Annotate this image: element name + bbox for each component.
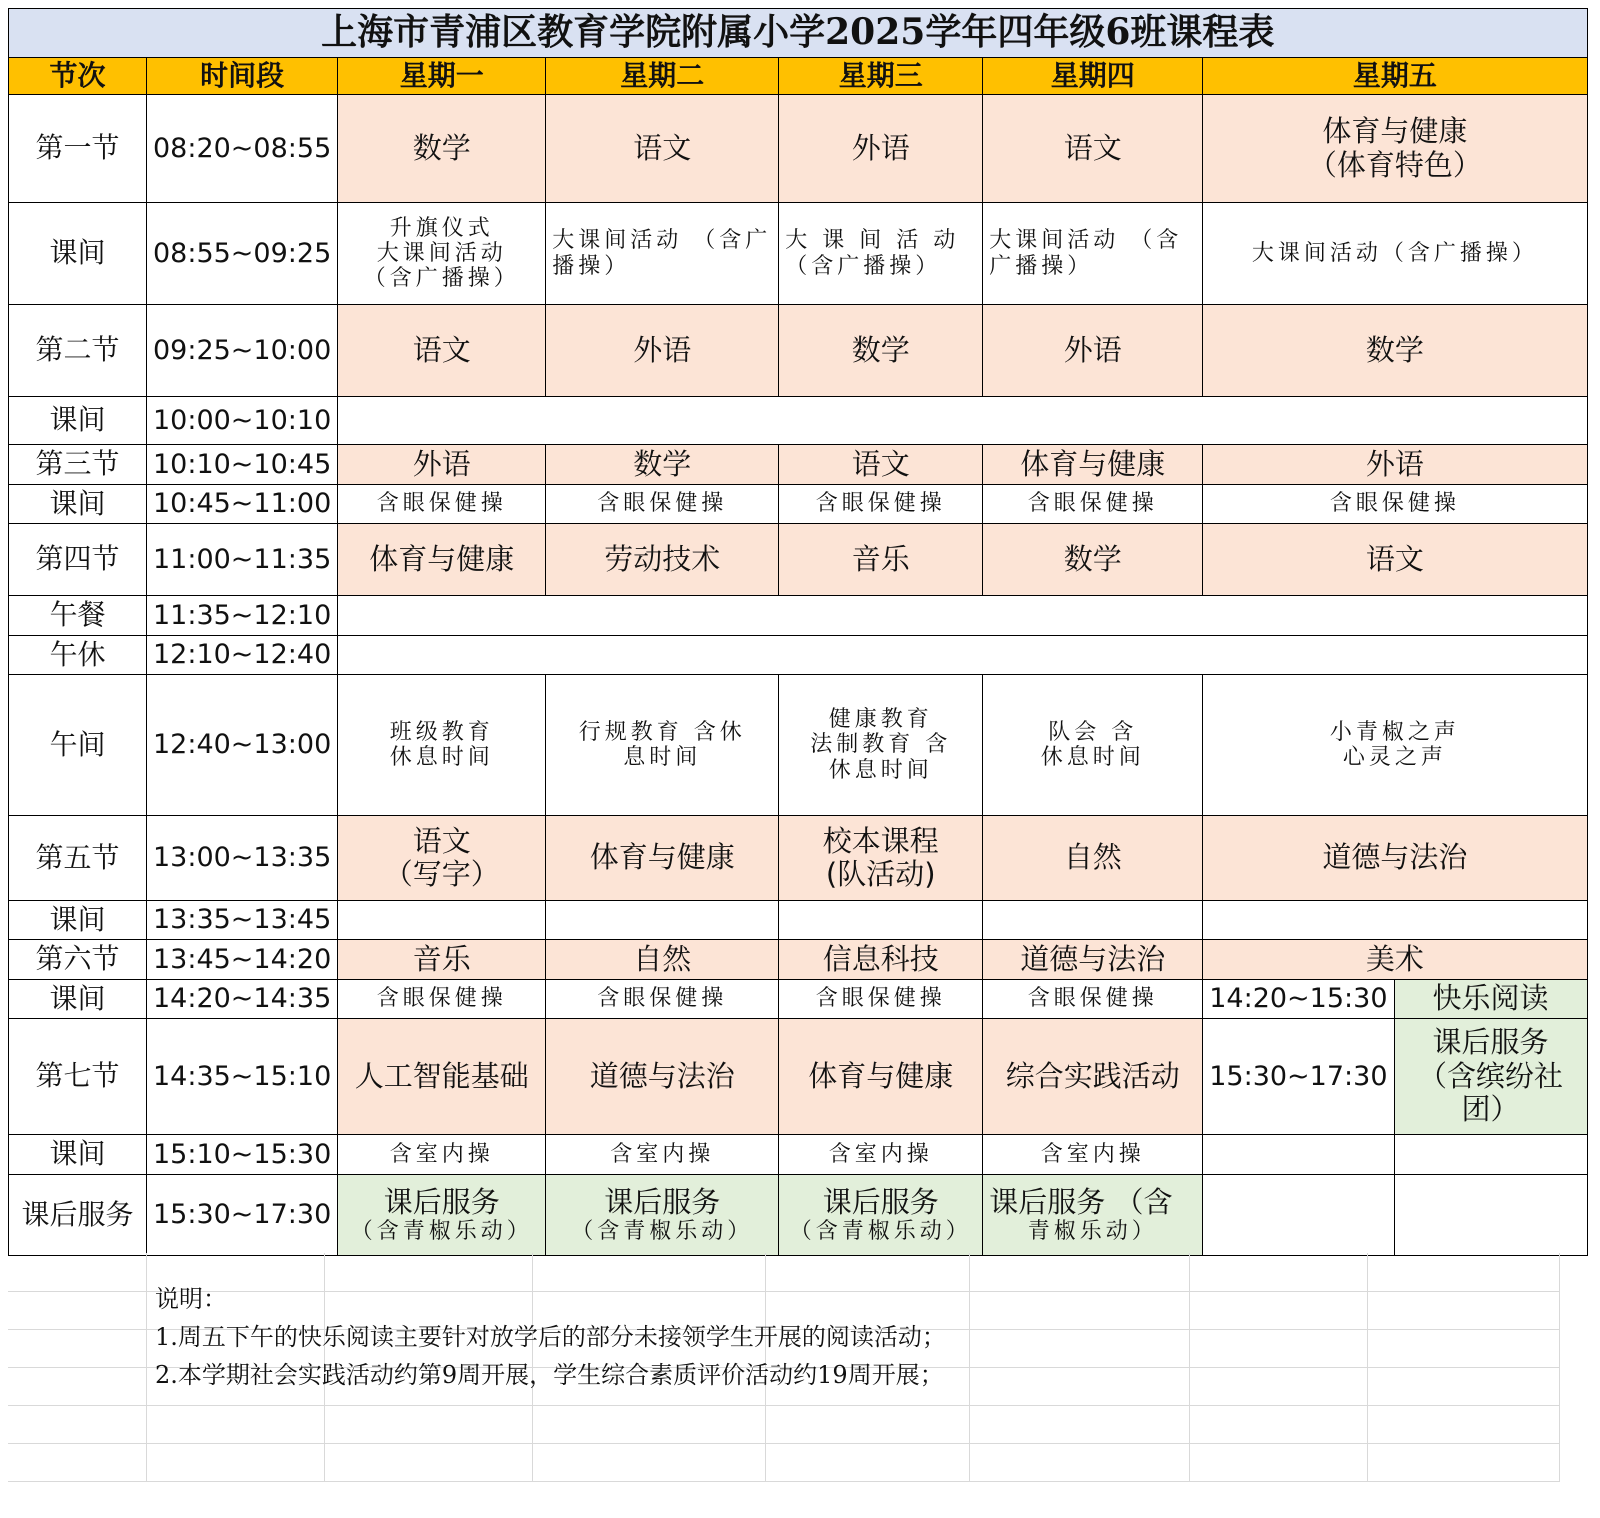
gridline bbox=[8, 1405, 1560, 1406]
cell-fri: 大课间活动（含广播操） bbox=[1203, 203, 1587, 305]
cell-thu: 含室内操 bbox=[983, 1135, 1203, 1175]
cell-text: 课后服务 bbox=[1432, 1025, 1549, 1060]
cell-tue: 道德与法治 bbox=[546, 1019, 779, 1135]
cell-mon: 人工智能基础 bbox=[338, 1019, 546, 1135]
cell-thu bbox=[983, 1175, 1203, 1256]
cell-thu: 综合实践活动 bbox=[983, 1019, 1203, 1135]
cell-fri bbox=[1203, 95, 1587, 203]
cell-line: 休息时间 bbox=[389, 745, 494, 770]
cell-subtext: （含青椒乐动） bbox=[571, 1219, 754, 1245]
cell-wed: 含眼保健操 bbox=[779, 980, 983, 1019]
cell-tue: 数学 bbox=[546, 445, 779, 485]
cell-tue: 含眼保健操 bbox=[546, 485, 779, 524]
cell-wed: 含室内操 bbox=[779, 1135, 983, 1175]
gridline bbox=[1559, 1253, 1560, 1482]
cell-subtext: （写字） bbox=[383, 857, 500, 891]
cell-subtext: （含青椒乐动） bbox=[789, 1219, 972, 1245]
note-item: 2.本学期社会实践活动约第9周开展，学生综合素质评价活动约19周开展； bbox=[155, 1361, 944, 1389]
cell-wed: 音乐 bbox=[779, 524, 983, 596]
cell-fri: 道德与法治 bbox=[1203, 816, 1587, 901]
row-time: 15:30~17:30 bbox=[147, 1175, 338, 1256]
row-label: 第一节 bbox=[9, 95, 147, 203]
cell-tue bbox=[546, 675, 779, 816]
cell-subtext: (队活动) bbox=[825, 857, 936, 891]
cell-line: 升旗仪式 bbox=[389, 215, 494, 241]
header-time: 时间段 bbox=[147, 58, 338, 95]
cell-line: 队会 含 bbox=[1048, 719, 1138, 745]
cell-wed: 体育与健康 bbox=[779, 1019, 983, 1135]
row-label: 第六节 bbox=[9, 940, 147, 980]
row-label: 第四节 bbox=[9, 524, 147, 596]
gridline bbox=[8, 1443, 1560, 1444]
cell-empty bbox=[338, 596, 1587, 636]
row-label: 课间 bbox=[9, 980, 147, 1019]
cell-mon: 含眼保健操 bbox=[338, 980, 546, 1019]
cell-text: 课后服务 bbox=[383, 1184, 500, 1219]
cell-tue: 语文 bbox=[546, 95, 779, 203]
cell-wed: 数学 bbox=[779, 305, 983, 397]
cell-mon bbox=[338, 675, 546, 816]
cell-tue: 体育与健康 bbox=[546, 816, 779, 901]
cell-tue: 自然 bbox=[546, 940, 779, 980]
cell-thu: 大课间活动 （含广播操） bbox=[983, 203, 1203, 305]
cell-wed bbox=[779, 1175, 983, 1256]
gridline bbox=[969, 1253, 970, 1482]
cell-thu: 含眼保健操 bbox=[983, 485, 1203, 524]
cell-line: 健康教育 bbox=[828, 707, 933, 733]
header-thu: 星期四 bbox=[983, 58, 1203, 95]
cell-text: 体育与健康 bbox=[1322, 114, 1468, 149]
cell-line: 心灵之声 bbox=[1342, 745, 1447, 770]
row-label: 第三节 bbox=[9, 445, 147, 485]
cell-line: 小青椒之声 bbox=[1329, 719, 1460, 745]
cell-thu: 数学 bbox=[983, 524, 1203, 596]
row-time: 10:10~10:45 bbox=[147, 445, 338, 485]
cell-mon bbox=[338, 1175, 546, 1256]
cell-thu: 道德与法治 bbox=[983, 940, 1203, 980]
cell-empty bbox=[1203, 901, 1587, 940]
timetable bbox=[8, 8, 1588, 1256]
cell-fri bbox=[1203, 675, 1587, 816]
cell-mon: 含眼保健操 bbox=[338, 485, 546, 524]
cell-empty bbox=[338, 397, 1587, 445]
cell-line: 班级教育 bbox=[389, 719, 494, 745]
cell-mon: 语文 bbox=[338, 305, 546, 397]
row-label: 午间 bbox=[9, 675, 147, 816]
cell-text: 课后服务 bbox=[822, 1184, 939, 1219]
cell-wed bbox=[779, 675, 983, 816]
cell-wed: 信息科技 bbox=[779, 940, 983, 980]
cell-wed: 语文 bbox=[779, 445, 983, 485]
row-label: 午餐 bbox=[9, 596, 147, 636]
cell-subtext: 青椒乐动） bbox=[1027, 1219, 1158, 1245]
row-label: 第七节 bbox=[9, 1019, 147, 1135]
cell-mon bbox=[338, 203, 546, 305]
row-label: 课间 bbox=[9, 1135, 147, 1175]
cell-tue: 大课间活动 （含广播操） bbox=[546, 203, 779, 305]
row-time: 12:10~12:40 bbox=[147, 636, 338, 675]
cell-thu: 语文 bbox=[983, 95, 1203, 203]
cell-fri-time: 14:20~15:30 bbox=[1203, 980, 1394, 1019]
cell-wed: 含眼保健操 bbox=[779, 485, 983, 524]
cell-mon: 音乐 bbox=[338, 940, 546, 980]
cell-line: （含广播操） bbox=[363, 266, 520, 292]
header-tue: 星期二 bbox=[546, 58, 779, 95]
row-time: 14:20~14:35 bbox=[147, 980, 338, 1019]
row-time: 11:35~12:10 bbox=[147, 596, 338, 636]
row-time: 08:20~08:55 bbox=[147, 95, 338, 203]
cell-empty bbox=[1394, 1135, 1587, 1175]
gridline bbox=[146, 1253, 147, 1482]
cell-thu bbox=[983, 675, 1203, 816]
cell-wed: 大 课 间 活 动 （含广播操） bbox=[779, 203, 983, 305]
cell-empty bbox=[983, 901, 1203, 940]
row-time: 11:00~11:35 bbox=[147, 524, 338, 596]
cell-subtext: （含青椒乐动） bbox=[350, 1219, 533, 1245]
cell-empty bbox=[338, 636, 1587, 675]
row-time: 12:40~13:00 bbox=[147, 675, 338, 816]
row-label: 课间 bbox=[9, 203, 147, 305]
cell-fri: 外语 bbox=[1203, 445, 1587, 485]
cell-wed: 外语 bbox=[779, 95, 983, 203]
cell-empty bbox=[338, 901, 546, 940]
row-time: 13:45~14:20 bbox=[147, 940, 338, 980]
timetable-title: 上海市青浦区教育学院附属小学2025学年四年级6班课程表 bbox=[9, 9, 1588, 58]
row-time: 13:35~13:45 bbox=[147, 901, 338, 940]
cell-tue: 含眼保健操 bbox=[546, 980, 779, 1019]
cell-thu: 自然 bbox=[983, 816, 1203, 901]
cell-line: 休息时间 bbox=[828, 757, 933, 783]
cell-thu: 外语 bbox=[983, 305, 1203, 397]
cell-fri-time: 15:30~17:30 bbox=[1203, 1019, 1394, 1135]
cell-tue: 外语 bbox=[546, 305, 779, 397]
cell-subtext: （含缤纷社团） bbox=[1417, 1058, 1563, 1127]
cell-thu: 体育与健康 bbox=[983, 445, 1203, 485]
cell-empty bbox=[1203, 1135, 1394, 1175]
row-time: 10:45~11:00 bbox=[147, 485, 338, 524]
cell-empty bbox=[779, 901, 983, 940]
cell-wed bbox=[779, 816, 983, 901]
row-label: 第二节 bbox=[9, 305, 147, 397]
cell-text: 校本课程 bbox=[822, 823, 939, 858]
note-item: 1.周五下午的快乐阅读主要针对放学后的部分未接领学生开展的阅读活动； bbox=[155, 1323, 946, 1351]
notes-heading: 说明： bbox=[155, 1285, 227, 1313]
cell-mon: 外语 bbox=[338, 445, 546, 485]
row-time: 09:25~10:00 bbox=[147, 305, 338, 397]
header-fri: 星期五 bbox=[1203, 58, 1587, 95]
cell-subtext: （体育特色） bbox=[1307, 147, 1482, 182]
cell-thu: 含眼保健操 bbox=[983, 980, 1203, 1019]
row-time: 14:35~15:10 bbox=[147, 1019, 338, 1135]
cell-empty bbox=[546, 901, 779, 940]
gridline bbox=[1367, 1253, 1368, 1482]
row-label: 课间 bbox=[9, 901, 147, 940]
header-wed: 星期三 bbox=[779, 58, 983, 95]
cell-fri: 语文 bbox=[1203, 524, 1587, 596]
cell-fri: 数学 bbox=[1203, 305, 1587, 397]
cell-line: 休息时间 bbox=[1040, 745, 1145, 770]
cell-empty bbox=[1203, 1175, 1394, 1256]
cell-mon: 数学 bbox=[338, 95, 546, 203]
cell-mon: 含室内操 bbox=[338, 1135, 546, 1175]
header-mon: 星期一 bbox=[338, 58, 546, 95]
cell-tue: 劳动技术 bbox=[546, 524, 779, 596]
cell-text: 课后服务 bbox=[604, 1184, 721, 1219]
cell-fri: 美术 bbox=[1203, 940, 1587, 980]
gridline bbox=[8, 1481, 1560, 1482]
cell-mon: 体育与健康 bbox=[338, 524, 546, 596]
cell-text: 语文 bbox=[412, 823, 471, 858]
notes bbox=[155, 1280, 946, 1394]
row-label: 第五节 bbox=[9, 816, 147, 901]
cell-line: 行规教育 含休 bbox=[578, 719, 746, 745]
row-time: 13:00~13:35 bbox=[147, 816, 338, 901]
cell-fri: 快乐阅读 bbox=[1394, 980, 1587, 1019]
cell-mon bbox=[338, 816, 546, 901]
header-period: 节次 bbox=[9, 58, 147, 95]
row-label: 午休 bbox=[9, 636, 147, 675]
cell-fri bbox=[1394, 1019, 1587, 1135]
row-label: 课后服务 bbox=[9, 1175, 147, 1256]
row-time: 08:55~09:25 bbox=[147, 203, 338, 305]
row-time: 10:00~10:10 bbox=[147, 397, 338, 445]
cell-line: 大课间活动 bbox=[376, 240, 507, 266]
gridline bbox=[1189, 1253, 1190, 1482]
row-time: 15:10~15:30 bbox=[147, 1135, 338, 1175]
cell-tue: 含室内操 bbox=[546, 1135, 779, 1175]
row-label: 课间 bbox=[9, 485, 147, 524]
cell-line: 息时间 bbox=[623, 745, 702, 770]
cell-empty bbox=[1394, 1175, 1587, 1256]
cell-fri: 含眼保健操 bbox=[1203, 485, 1587, 524]
cell-line: 法制教育 含 bbox=[810, 732, 952, 758]
row-label: 课间 bbox=[9, 397, 147, 445]
cell-text: 课后服务 （含 bbox=[989, 1184, 1173, 1219]
cell-tue bbox=[546, 1175, 779, 1256]
